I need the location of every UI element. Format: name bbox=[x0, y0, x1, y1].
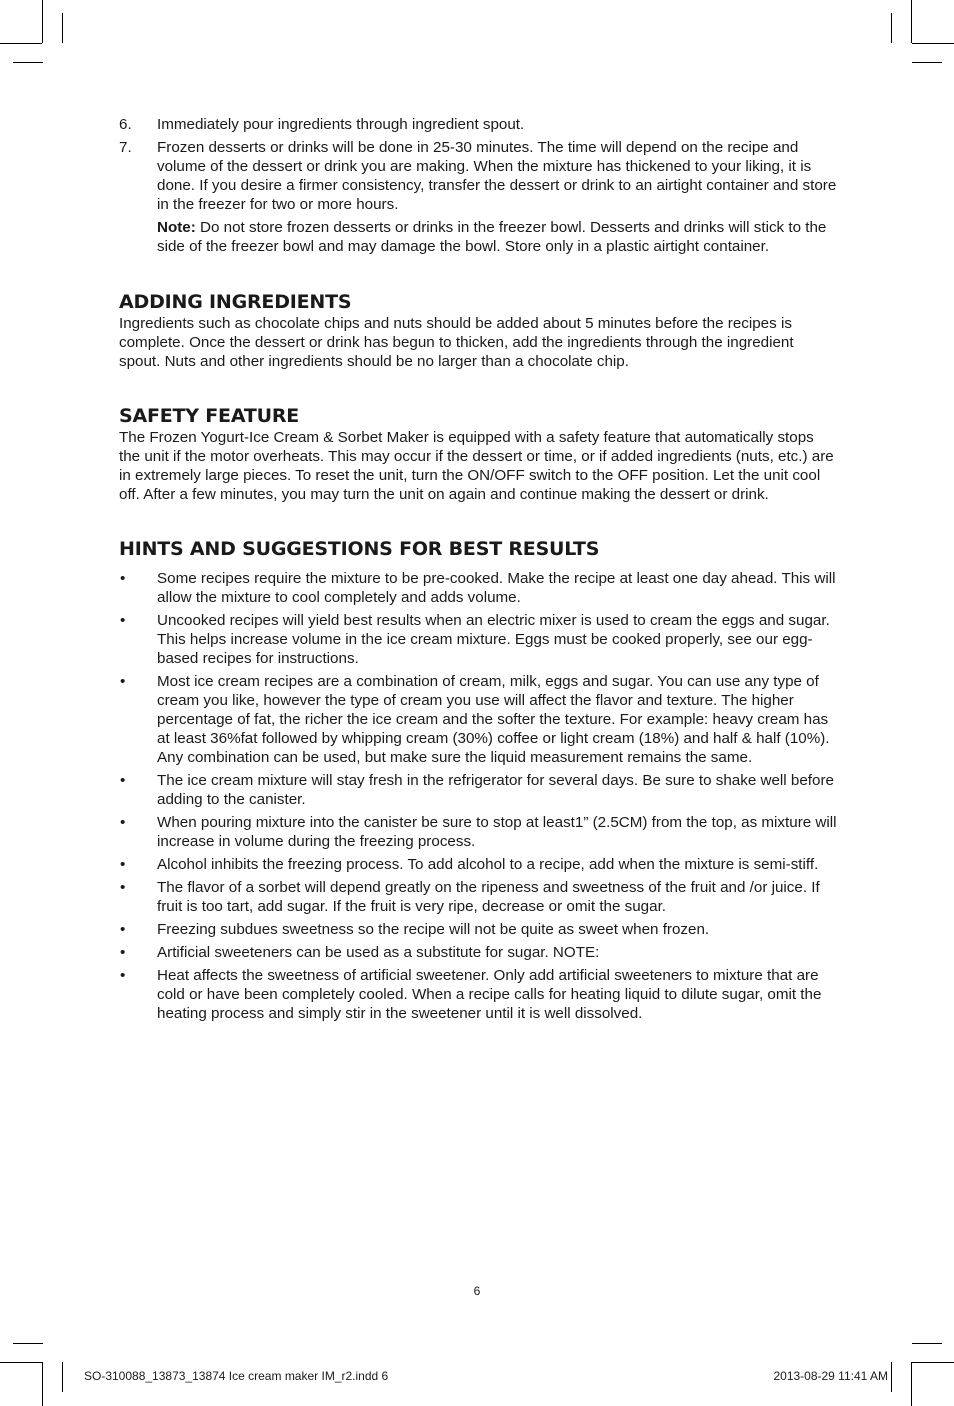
adding-ingredients-text: Ingredients such as chocolate chips and nuts should be added about 5 minutes before the recipes is complete. Once the dessert or drink has begun to thicken, add the ingredients through the ingredient spout. Nuts and other ingredients should be no larger than a chocolate chip. bbox=[119, 315, 794, 370]
note bbox=[119, 218, 839, 256]
bullet-icon: • bbox=[120, 612, 126, 629]
list-item bbox=[119, 813, 839, 851]
list-item-text: When pouring mixture into the canister be sure to stop at least1” (2.5CM) from the top, as mixture will increase in volume during the freezing process. bbox=[157, 814, 837, 850]
list-item-text: Most ice cream recipes are a combination of cream, milk, eggs and sugar. You can use any type of cream you like, however the type of cream you use will affect the flavor and texture. The higher percentage of fat, the richer the ice cream and the softer the texture. For example: heavy cream has at least 36%fat followed by whipping cream (30%) coffee or light cream (18%) and half & half (10%). Any combination can be used, but make sure the liquid measurement remains the same. bbox=[157, 673, 830, 766]
list-item-text: Freezing subdues sweetness so the recipe will not be quite as sweet when frozen. bbox=[157, 921, 710, 938]
hints-heading: HINTS AND SUGGESTIONS FOR BEST RESULTS bbox=[119, 538, 600, 560]
bullet-icon: • bbox=[120, 570, 126, 587]
list-item-text: The ice cream mixture will stay fresh in the refrigerator for several days. Be sure to shake well before adding to the canister. bbox=[157, 772, 834, 808]
list-item-text: Heat affects the sweetness of artificial sweetener. Only add artificial sweeteners to mixture that are cold or have been completely cooled. When a recipe calls for heating liquid to dilute sugar, omit the heating process and simply stir in the sweetener until it is well dissolved. bbox=[157, 967, 822, 1022]
list-item-text: Uncooked recipes will yield best results when an electric mixer is used to cream the eggs and sugar. This helps increase volume in the ice cream mixture. Eggs must be cooked properly, see our egg-based recipes for instructions. bbox=[157, 612, 830, 667]
file-slug: SO-310088_13873_13874 Ice cream maker IM_r2.indd 6 bbox=[84, 1369, 389, 1383]
list-item-text: Some recipes require the mixture to be pre-cooked. Make the recipe at least one day ahead. This will allow the mixture to cool completely and adds volume. bbox=[157, 570, 836, 606]
adding-ingredients-heading: ADDING INGREDIENTS bbox=[119, 291, 352, 313]
list-item bbox=[119, 855, 839, 874]
bullet-icon: • bbox=[120, 673, 126, 690]
document-body bbox=[119, 115, 839, 1027]
note-text: Do not store frozen desserts or drinks in the freezer bowl. Desserts and drinks will stick to the side of the freezer bowl and may damage the bowl. Store only in a plastic airtight container. bbox=[157, 219, 827, 255]
step-6 bbox=[119, 115, 839, 134]
list-item bbox=[119, 966, 839, 1023]
bullet-icon: • bbox=[120, 921, 126, 938]
step-number: 7. bbox=[119, 139, 132, 156]
bullet-icon: • bbox=[120, 814, 126, 831]
step-number: 6. bbox=[119, 116, 132, 133]
page-number: 6 bbox=[473, 1284, 481, 1298]
list-item bbox=[119, 569, 839, 607]
safety-feature-text: The Frozen Yogurt-Ice Cream & Sorbet Maker is equipped with a safety feature that automatically stops the unit if the motor overheats. This may occur if the dessert or time, or if added ingredients (nuts, etc.) are in extremely large pieces. To reset the unit, turn the ON/OFF switch to the OFF position. Let the unit cool off. After a few minutes, you may turn the unit on again and continue making the dessert or drink. bbox=[119, 429, 834, 503]
bullet-icon: • bbox=[120, 856, 126, 873]
list-item bbox=[119, 611, 839, 668]
list-item bbox=[119, 943, 839, 962]
list-item-text: The flavor of a sorbet will depend greatly on the ripeness and sweetness of the fruit and /or juice. If fruit is too tart, add sugar. If the fruit is very ripe, decrease or omit the sugar. bbox=[157, 879, 820, 915]
step-text: Frozen desserts or drinks will be done in 25-30 minutes. The time will depend on the recipe and volume of the dessert or drink you are making. When the mixture has thickened to your liking, it is done. If you desire a firmer consistency, transfer the dessert or drink to an airtight container and store in the freezer for two or more hours. bbox=[157, 139, 837, 213]
list-item bbox=[119, 672, 839, 767]
step-text: Immediately pour ingredients through ingredient spout. bbox=[157, 116, 525, 133]
hints-list bbox=[119, 569, 839, 1023]
bullet-icon: • bbox=[120, 772, 126, 789]
bullet-icon: • bbox=[120, 967, 126, 984]
bullet-icon: • bbox=[120, 879, 126, 896]
timestamp-slug: 2013-08-29 11:41 AM bbox=[773, 1369, 888, 1383]
list-item-text: Artificial sweeteners can be used as a substitute for sugar. NOTE: bbox=[157, 944, 600, 961]
list-item bbox=[119, 920, 839, 939]
list-item-text: Alcohol inhibits the freezing process. To add alcohol to a recipe, add when the mixture is semi-stiff. bbox=[157, 856, 819, 873]
list-item bbox=[119, 878, 839, 916]
bullet-icon: • bbox=[120, 944, 126, 961]
note-label: Note: bbox=[157, 219, 196, 236]
step-7 bbox=[119, 138, 839, 214]
safety-feature-heading: SAFETY FEATURE bbox=[119, 405, 300, 427]
list-item bbox=[119, 771, 839, 809]
